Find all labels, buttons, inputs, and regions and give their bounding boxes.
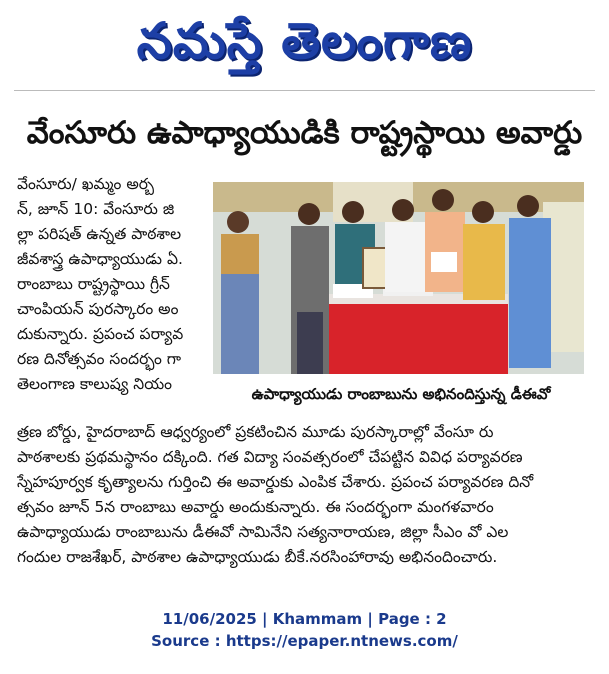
- article-photo: [213, 182, 584, 374]
- body-line: ల్లా పరిషత్ ఉన్నత పాఠశాల: [17, 225, 182, 243]
- article-body-column: [17, 172, 211, 397]
- footer-date-page: 11/06/2025 | Khammam | Page : 2: [162, 610, 447, 628]
- body-line: త్సవం జూన్ 5న రాంబాబు అవార్డు అందుకున్నారు. ఈ సందర్భంగా మంగళవారం: [17, 498, 494, 516]
- body-line: జీవశాస్త్ర ఉపాధ్యాయుడు ఏ.: [17, 250, 183, 268]
- body-line: పాఠశాలకు ప్రథమస్థానం దక్కింది. గత విద్యా సంవత్సరంలో చేపట్టిన వివిధ పర్యావరణ: [17, 448, 523, 466]
- photo-illustration: [213, 182, 584, 374]
- body-line: గందుల రాజశేఖర్, పాఠశాల ఉపాధ్యాయుడు బీకే.నరసింహారావు అభినందించారు.: [17, 548, 498, 566]
- photo-caption: ఉపాధ్యాయుడు రాంబాబును అభినందిస్తున్న డీఈవో: [251, 385, 551, 403]
- article-headline: వేంసూరు ఉపాధ్యాయుడికి రాష్ట్రస్థాయి అవార్డు: [26, 115, 583, 151]
- body-line: దుకున్నారు. ప్రపంచ పర్యావ: [17, 325, 184, 343]
- body-line: న్, జూన్ 10: వేంసూరు జి: [17, 200, 175, 218]
- body-line: స్నేహపూర్వక కృత్యాలను గుర్తించి ఈ అవార్డుకు ఎంపిక చేశారు. ప్రపంచ పర్యావరణ దినో: [17, 473, 534, 491]
- body-line: వేంసూరు/ ఖమ్మం అర్బ: [17, 175, 155, 193]
- body-line: ఉపాధ్యాయుడు రాంబాబును డీఈవో సామినేని సత్యనారాయణ, జిల్లా సీఎం వో ఎల: [17, 523, 509, 541]
- masthead-divider: [14, 90, 595, 91]
- body-line: రణ దినోత్సవం సందర్భం గా: [17, 350, 182, 368]
- body-line: తెలంగాణ కాలుష్య నియం: [17, 375, 172, 393]
- body-line: చాంపియన్ పురస్కారం అం: [17, 300, 179, 318]
- body-line: త్రణ బోర్డు, హైదరాబాద్ ఆధ్వర్యంలో ప్రకటించిన మూడు పురస్కారాల్లో వేంసూ రు: [17, 423, 494, 441]
- footer-source: Source : https://epaper.ntnews.com/: [151, 632, 458, 650]
- body-line: రాంబాబు రాష్ట్రస్థాయి గ్రీన్: [17, 275, 170, 293]
- article-body-full: [17, 420, 593, 570]
- masthead-logo: నమస్తే తెలంగాణ: [136, 12, 473, 70]
